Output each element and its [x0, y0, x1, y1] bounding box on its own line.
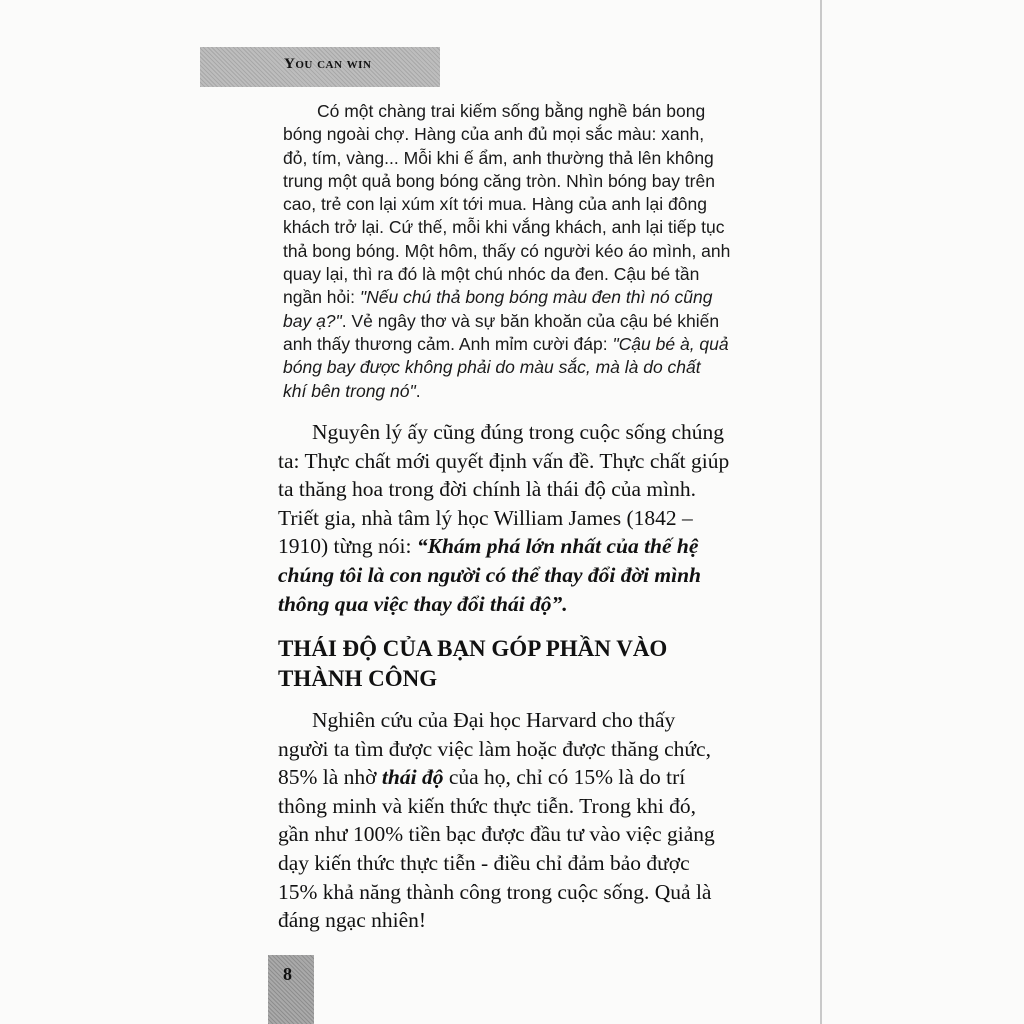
text-line: đỏ, tím, vàng... Mỗi khi ế ẩm, anh thường thả lên không: [283, 147, 714, 168]
harvard-paragraph: [278, 706, 748, 935]
text-fragment: 1910) từng nói:: [278, 534, 417, 559]
page-number: 8: [283, 964, 292, 984]
text-line: Nghiên cứu của Đại học Harvard cho thấy: [312, 708, 676, 732]
section-heading: [278, 634, 748, 694]
text-line: đáng ngạc nhiên!: [278, 908, 427, 933]
running-header-title: You can win: [284, 56, 372, 72]
text-line: Triết gia, nhà tâm lý học William James (1842 –: [278, 505, 693, 530]
principle-paragraph: [278, 418, 748, 618]
italic-quote: khí bên trong nó": [283, 380, 416, 401]
text-line: thông minh và kiến thức thực tiễn. Trong khi đó,: [278, 793, 697, 818]
page-edge-divider: [820, 0, 822, 1024]
text-fragment: của họ, chỉ có 15% là do trí: [443, 765, 686, 790]
text-line: gần như 100% tiền bạc được đầu tư vào việc giảng: [278, 822, 715, 847]
text-fragment: .: [415, 380, 421, 401]
text-line: thông qua việc thay đổi thái độ”.: [278, 591, 568, 616]
text-line: thả bong bóng. Một hôm, thấy có người kéo áo mình, anh: [283, 240, 731, 261]
text-fragment: . Vẻ ngây thơ và sự băn khoăn của cậu bé khiến: [341, 310, 720, 331]
heading-line: THÀNH CÔNG: [278, 666, 438, 691]
text-line: [283, 380, 748, 403]
text-fragment: anh thấy thương cảm. Anh mỉm cười đáp:: [283, 333, 613, 354]
text-fragment: 85% là nhờ: [278, 765, 382, 790]
italic-quote: "Cậu bé à, quả: [612, 333, 729, 354]
text-line: ta: Thực chất mới quyết định vấn đề. Thực chất giúp: [278, 448, 730, 473]
bold-italic-quote: “Khám phá lớn nhất của thế hệ: [416, 534, 699, 559]
italic-quote: bay ạ?": [283, 310, 342, 331]
text-line: quay lại, thì ra đó là một chú nhóc da đen. Cậu bé tần: [283, 264, 700, 285]
text-line: Nguyên lý ấy cũng đúng trong cuộc sống chúng: [312, 420, 725, 444]
text-line: dạy kiến thức thực tiễn - điều chỉ đảm bảo được: [278, 850, 690, 875]
text-line: người ta tìm được việc làm hoặc được thăng chức,: [278, 736, 711, 761]
text-line: trung một quả bong bóng căng tròn. Nhìn bóng bay trên: [283, 170, 715, 191]
text-line: chúng tôi là con người có thể thay đổi đời mình: [278, 562, 702, 587]
text-line: khách trở lại. Cứ thế, mỗi khi vắng khách, anh lại tiếp tục: [283, 217, 725, 238]
story-paragraph: [283, 100, 748, 403]
text-line: [278, 532, 748, 561]
text-line: [278, 763, 748, 792]
heading-line: THÁI ĐỘ CỦA BẠN GÓP PHẦN VÀO: [278, 636, 668, 661]
text-line: Có một chàng trai kiếm sống bằng nghề bán bong: [317, 101, 706, 121]
text-line: bóng ngoài chợ. Hàng của anh đủ mọi sắc màu: xanh,: [283, 124, 705, 145]
bold-italic-emphasis: thái độ: [381, 765, 444, 790]
text-line: ta thăng hoa trong đời chính là thái độ của mình.: [278, 477, 696, 502]
italic-quote: "Nếu chú thả bong bóng màu đen thì nó cũng: [359, 287, 713, 308]
text-line: [283, 333, 748, 356]
text-line: [283, 286, 748, 309]
text-line: bóng bay được không phải do màu sắc, mà là do chất: [283, 357, 701, 378]
text-line: 15% khả năng thành công trong cuộc sống. Quả là: [278, 879, 712, 904]
text-fragment: ngần hỏi:: [283, 287, 360, 308]
text-line: [283, 310, 748, 333]
text-line: cao, trẻ con lại xúm xít tới mua. Hàng của anh lại đông: [283, 194, 707, 215]
